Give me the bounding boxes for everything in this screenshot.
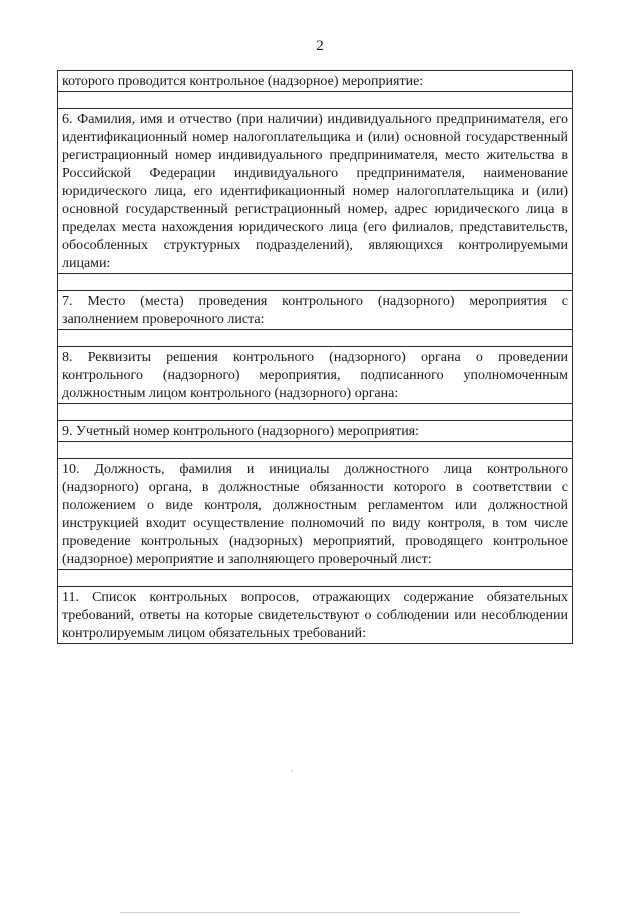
page-number: 2 (316, 38, 324, 54)
form-field-value[interactable] (58, 330, 573, 347)
form-field-label: 6. Фамилия, имя и отчество (при наличии) индивидуального предпринимателя, его идентификационный номер налогоплательщика и (или) основной государственный регистрационный номер индивидуального предпринимателя, место жительства в Российской Федерации индивидуального предпринимателя, наименование юридического лица, его идентификационный номер налогоплательщика и (или) основной государственный регистрационный номер, адрес юридического лица в пределах места нахождения юридического лица (его филиалов, представительств, обособленных структурных подразделений), являющихся контролируемыми лицами: (58, 109, 573, 274)
table-row (58, 587, 573, 644)
table-row (58, 291, 573, 330)
form-field-value[interactable] (58, 570, 573, 587)
table-row-blank (58, 404, 573, 421)
scan-speck (292, 770, 293, 772)
table-row-blank (58, 330, 573, 347)
table-row (58, 71, 573, 92)
form-field-label: которого проводится контрольное (надзорное) мероприятие: (58, 71, 573, 92)
table-row-blank (58, 274, 573, 291)
form-field-label: 9. Учетный номер контрольного (надзорного) мероприятия: (58, 421, 573, 442)
table-row-blank (58, 570, 573, 587)
table-row-blank (58, 92, 573, 109)
table-row-blank (58, 442, 573, 459)
table-row (58, 421, 573, 442)
scan-bottom-edge (120, 912, 520, 913)
table-row (58, 459, 573, 570)
checklist-form-table (57, 70, 573, 644)
form-field-label: 11. Список контрольных вопросов, отражающих содержание обязательных требований, ответы на которые свидетельствуют о соблюдении или несоблюдении контролируемым лицом обязательных требований: (58, 587, 573, 644)
form-field-value[interactable] (58, 404, 573, 421)
form-field-label: 8. Реквизиты решения контрольного (надзорного) органа о проведении контрольного (надзорного) мероприятия, подписанного уполномоченным должностным лицом контрольного (надзорного) органа: (58, 347, 573, 404)
form-field-value[interactable] (58, 274, 573, 291)
table-row (58, 347, 573, 404)
table-row (58, 109, 573, 274)
form-field-label: 7. Место (места) проведения контрольного (надзорного) мероприятия с заполнением проверочного листа: (58, 291, 573, 330)
form-field-value[interactable] (58, 442, 573, 459)
form-field-label: 10. Должность, фамилия и инициалы должностного лица контрольного (надзорного) органа, в должностные обязанности которого в соответствии с положением о виде контроля, должностным регламентом или должностной инструкцией входит осуществление полномочий по виду контроля, в том числе проведение контрольных (надзорных) мероприятий, проводящего контрольное (надзорное) мероприятие и заполняющего проверочный лист: (58, 459, 573, 570)
form-field-value[interactable] (58, 92, 573, 109)
